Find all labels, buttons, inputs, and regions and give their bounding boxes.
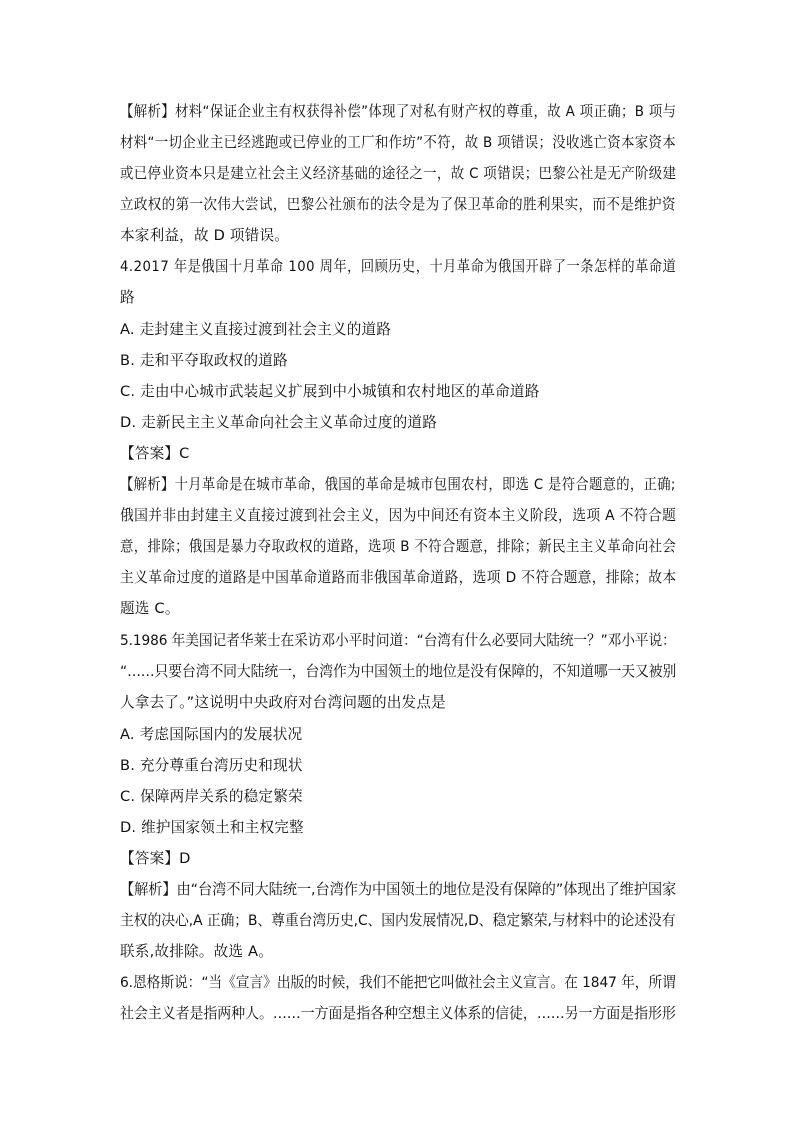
question-5-stem-line-3: 人拿去了。”这说明中央政府对台湾问题的出发点是 — [120, 694, 446, 711]
analysis-paragraph-q3-line-5: 本家利益，故 D 项错误。 — [120, 227, 290, 244]
analysis-paragraph-q5-line-3: 联系,故排除。故选 A。 — [120, 943, 274, 960]
question-5-stem-line-2: “……只要台湾不同大陆统一，台湾作为中国领土的地位是没有保障的，不知道哪一天又被别 — [120, 663, 677, 680]
analysis-paragraph-q3-line-3: 或已停业资本只是建立社会主义经济基础的途径之一，故 C 项错误；巴黎公社是无产阶级建 — [120, 165, 677, 182]
question-4-option-c: C. 走由中心城市武装起义扩展到中小城镇和农村地区的革命道路 — [120, 383, 540, 400]
analysis-paragraph-q4-line-3: 意，排除；俄国是暴力夺取政权的道路，选项 B 不符合题意，排除；新民主主义革命向社会 — [120, 538, 677, 555]
analysis-paragraph-q4-line-4: 主义革命过度的道路是中国革命道路而非俄国革命道路，选项 D 不符合题意，排除；故本 — [120, 569, 677, 586]
question-5-answer: 【答案】D — [120, 850, 191, 867]
question-6-stem-line-1: 6.恩格斯说：“当《宣言》出版的时候，我们不能把它叫做社会主义宣言。在 1847 年，所谓 — [120, 974, 676, 991]
question-5-option-c: C. 保障两岸关系的稳定繁荣 — [120, 788, 303, 805]
analysis-paragraph-q4-line-5: 题选 C。 — [120, 600, 180, 617]
analysis-paragraph-q3-line-2: 材料“一切企业主已经逃跑或已停业的工厂和作坊”不符，故 B 项错误；没收逃亡资本家资本 — [120, 134, 677, 151]
analysis-paragraph-q5-line-1: 【解析】由“台湾不同大陆统一,台湾作为中国领土的地位是没有保障的”体现出了维护国家 — [120, 881, 677, 898]
question-4-stem-line-1: 4.2017 年是俄国十月革命 100 周年，回顾历史，十月革命为俄国开辟了一条怎样的革命道 — [120, 258, 677, 275]
analysis-paragraph-q3-line-1: 【解析】材料“保证企业主有权获得补偿”体现了对私有财产权的尊重，故 A 项正确；B 项与 — [120, 103, 677, 120]
question-4-option-a: A. 走封建主义直接过渡到社会主义的道路 — [120, 321, 392, 338]
question-4-option-b: B. 走和平夺取政权的道路 — [120, 352, 288, 369]
question-5-stem-line-1: 5.1986 年美国记者华莱士在采访邓小平时问道：“台湾有什么必要同大陆统一？”邓小平说： — [120, 632, 676, 649]
question-5-option-d: D. 维护国家领土和主权完整 — [120, 819, 304, 836]
analysis-paragraph-q4-line-1: 【解析】十月革命是在城市革命，俄国的革命是城市包围农村，即选 C 是符合题意的，正确; — [120, 476, 676, 493]
question-4-option-d: D. 走新民主主义革命向社会主义革命过度的道路 — [120, 414, 437, 431]
analysis-paragraph-q5-line-2: 主权的决心,A 正确；B、尊重台湾历史,C、国内发展情况,D、稳定繁荣,与材料中的论述没有 — [120, 912, 676, 929]
question-4-answer: 【答案】C — [120, 445, 190, 462]
analysis-paragraph-q4-line-2: 俄国并非由封建主义直接过渡到社会主义，因为中间还有资本主义阶段，选项 A 不符合题 — [120, 507, 677, 524]
analysis-paragraph-q3-line-4: 立政权的第一次伟大尝试，巴黎公社颁布的法令是为了保卫革命的胜利果实，而不是维护资 — [120, 196, 676, 213]
question-6-stem-line-2: 社会主义者是指两种人。……一方面是指各种空想主义体系的信徒，……另一方面是指形形 — [120, 1005, 676, 1022]
question-5-option-a: A. 考虑国际国内的发展状况 — [120, 726, 303, 743]
question-5-option-b: B. 充分尊重台湾历史和现状 — [120, 757, 303, 774]
question-4-stem-line-2: 路 — [120, 289, 135, 306]
